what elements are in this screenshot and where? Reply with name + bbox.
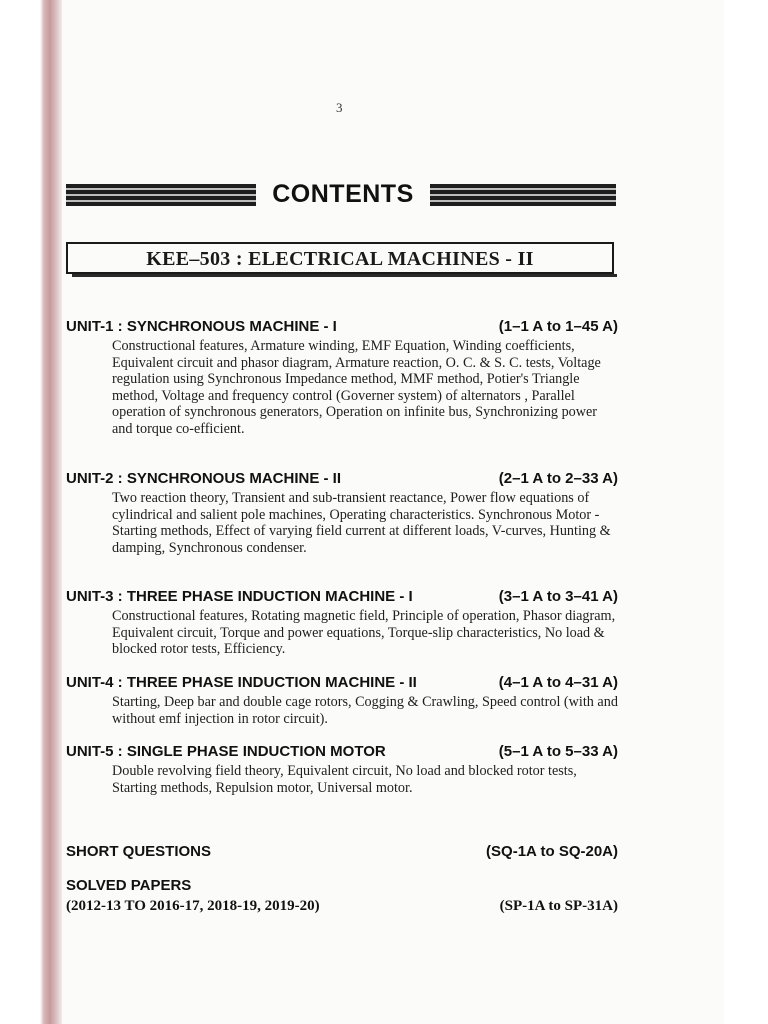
solved-papers-range: (SP-1A to SP-31A) <box>499 898 618 914</box>
unit-entry-4 <box>66 674 618 727</box>
unit-page-range: (3–1 A to 3–41 A) <box>498 588 618 605</box>
unit-entry-2 <box>66 470 618 556</box>
header-rule-left <box>66 184 256 206</box>
unit-entry-3 <box>66 588 618 658</box>
solved-papers-label: SOLVED PAPERS <box>66 877 192 894</box>
unit-entry-1 <box>66 318 618 438</box>
contents-header <box>66 180 616 212</box>
book-spine-edge <box>0 0 62 1024</box>
page-number: 3 <box>336 100 343 115</box>
short-questions-label: SHORT QUESTIONS <box>66 843 212 860</box>
unit-title: UNIT-3 : THREE PHASE INDUCTION MACHINE - I <box>66 588 413 605</box>
unit-page-range: (1–1 A to 1–45 A) <box>498 318 618 335</box>
unit-description: Double revolving field theory, Equivalent circuit, No load and blocked rotor tests, Starting methods, Repulsion motor, Universal motor. <box>112 763 577 796</box>
header-rule-right <box>430 184 616 206</box>
unit-page-range: (4–1 A to 4–31 A) <box>498 674 618 691</box>
unit-title: UNIT-4 : THREE PHASE INDUCTION MACHINE - II <box>66 674 417 691</box>
course-title-box: KEE–503 : ELECTRICAL MACHINES - II <box>66 242 614 274</box>
short-questions-entry <box>66 843 618 863</box>
solved-papers-entry <box>66 898 618 918</box>
contents-title: CONTENTS <box>272 180 414 208</box>
unit-title: UNIT-1 : SYNCHRONOUS MACHINE - I <box>66 318 337 335</box>
unit-page-range: (5–1 A to 5–33 A) <box>498 743 618 760</box>
unit-description: Constructional features, Armature winding, EMF Equation, Winding coefficients, Equivalent circuit and phasor diagram, Armature reaction, O. C. & S. C. tests, Voltage regulation using Synchronous Impedance method, MMF method, Potier's Triangle method, Voltage and frequency control (Governer system) of alternators , Parallel operation of synchronous generators, Operation on infinite bus, Synchronizing power and torque co-efficient. <box>112 338 601 437</box>
solved-papers-heading <box>66 877 618 897</box>
unit-entry-5 <box>66 743 618 796</box>
unit-title: UNIT-2 : SYNCHRONOUS MACHINE - II <box>66 470 342 487</box>
unit-title: UNIT-5 : SINGLE PHASE INDUCTION MOTOR <box>66 743 386 760</box>
unit-page-range: (2–1 A to 2–33 A) <box>498 470 618 487</box>
unit-description: Constructional features, Rotating magnetic field, Principle of operation, Phasor diagram, Equivalent circuit, Torque and power equations, Torque-slip characteristics, No load & blocked rotor tests, Efficiency. <box>112 608 616 658</box>
unit-description: Starting, Deep bar and double cage rotors, Cogging & Crawling, Speed control (with and without emf injection in rotor circuit). <box>112 694 618 727</box>
solved-papers-years: (2012-13 TO 2016-17, 2018-19, 2019-20) <box>66 898 320 914</box>
unit-description: Two reaction theory, Transient and sub-transient reactance, Power flow equations of cylindrical and salient pole machines, Operating characteristics. Synchronous Motor - Starting methods, Effect of varying field current at different loads, V-curves, Hunting & damping, Synchronous condenser. <box>112 490 611 556</box>
short-questions-range: (SQ-1A to SQ-20A) <box>486 843 618 860</box>
